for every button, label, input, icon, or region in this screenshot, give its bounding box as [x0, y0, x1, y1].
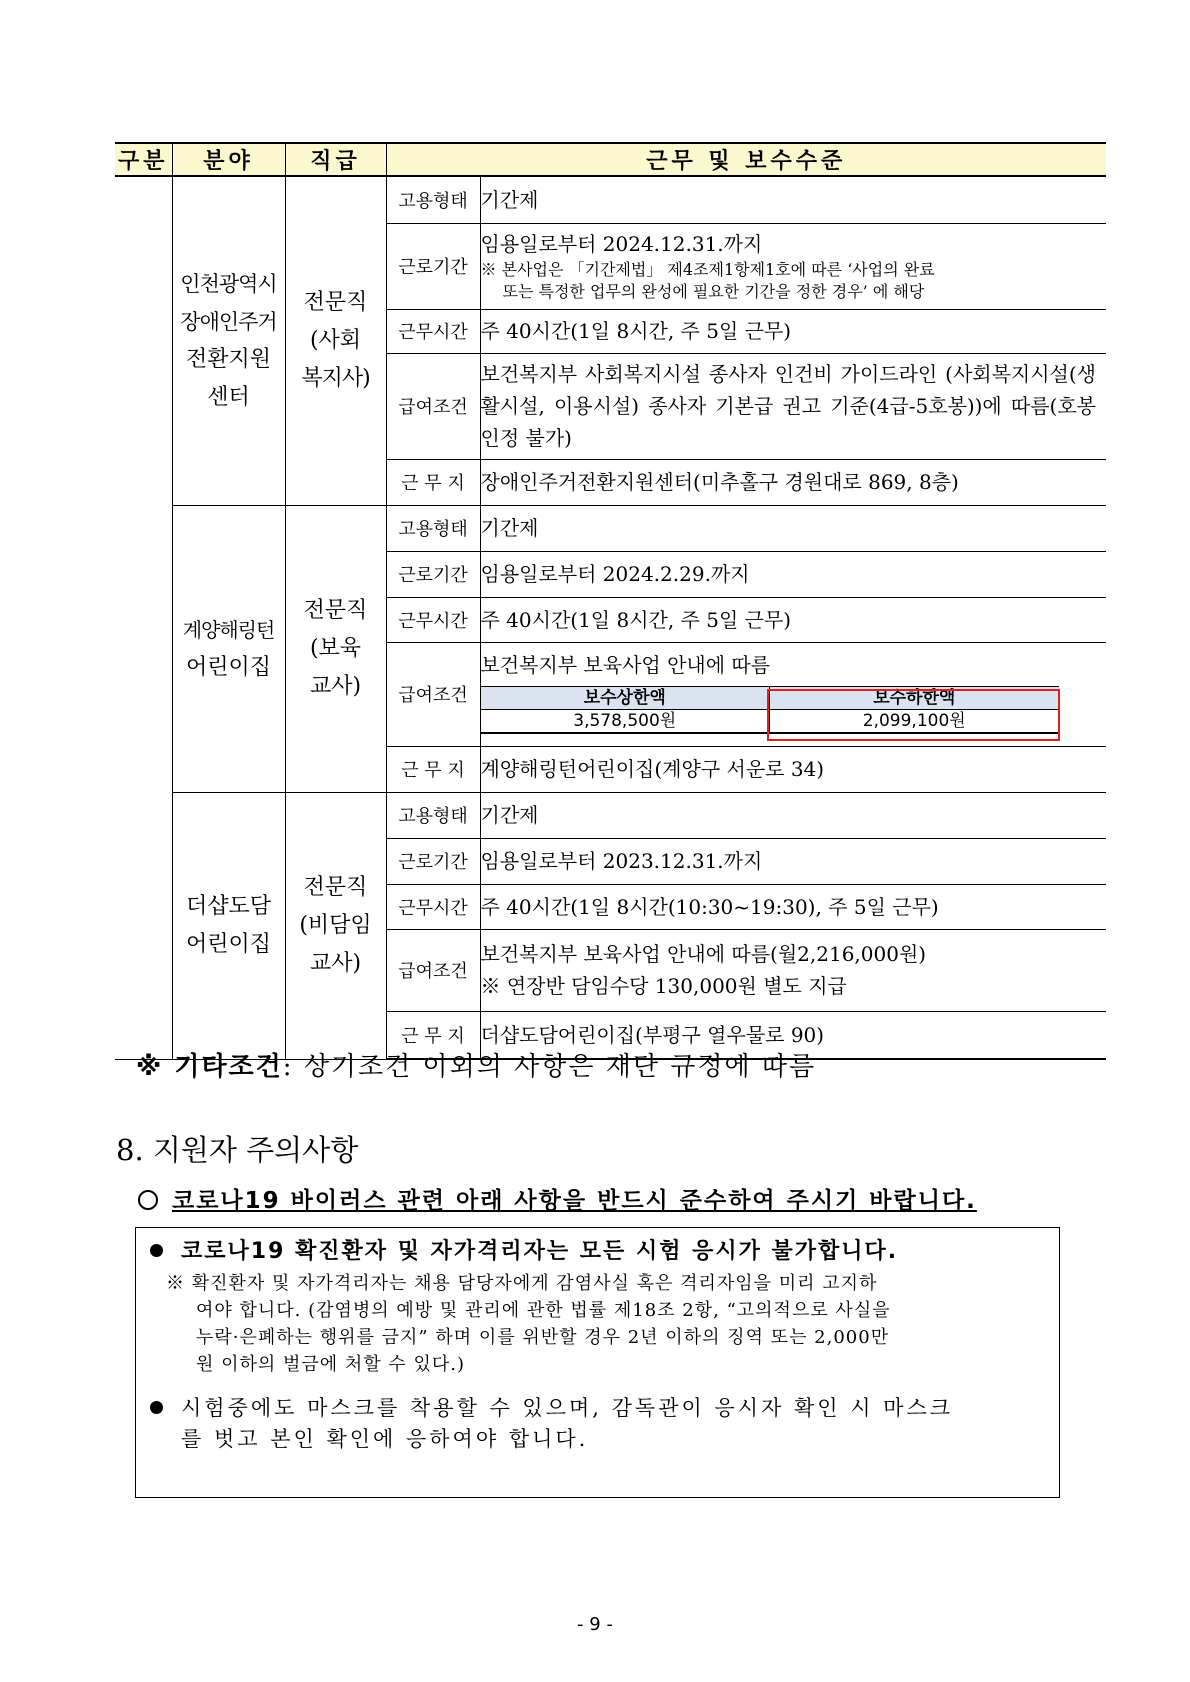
row-label: 급여조건 [386, 929, 480, 1011]
salary-lower-label: 보수하한액 [770, 687, 1059, 710]
pos-line: (비담임 [299, 912, 372, 938]
position-cell [285, 176, 386, 505]
other-conditions-text: : 상기조건 이외의 사항은 재단 규정에 따름 [282, 1052, 817, 1082]
row-value: 계양해링턴어린이집(계양구 서운로 34) [480, 746, 1106, 792]
note-line: ※ 확진환자 및 자가격리자는 채용 담당자에게 감염사실 혹은 격리자임을 미리 고지하 [166, 1273, 878, 1294]
note-line: 누락·은폐하는 행위를 금지” 하며 이를 위반할 경우 2년 이하의 징역 또는 2,000만 [196, 1327, 890, 1348]
row-value: 기간제 [480, 176, 1106, 223]
covid-rule-1-text: 코로나19 확진환자 및 자가격리자는 모든 시험 응시가 불가합니다. [181, 1239, 899, 1264]
page-number: - 9 - [577, 1614, 613, 1635]
row-label: 고용형태 [386, 792, 480, 838]
row-value [480, 929, 1106, 1011]
covid-notice-text: 코로나19 바이러스 관련 아래 사항을 반드시 준수하여 주시기 바랍니다. [172, 1188, 977, 1214]
salary-note: ※ 연장반 담임수당 130,000원 별도 지급 [480, 974, 847, 998]
row-value: 임용일로부터 2024.2.29.까지 [480, 551, 1106, 597]
period-text: 임용일로부터 2024.12.31.까지 [480, 232, 763, 256]
row-label: 근 무 지 [386, 1011, 480, 1059]
org-cell [172, 505, 285, 792]
category-cell [115, 176, 172, 1059]
org-line: 계양해링턴 [182, 617, 275, 642]
other-conditions-mark: ※ 기타조건 [136, 1052, 283, 1082]
row-label: 근무시간 [386, 884, 480, 929]
row-value: 주 40시간(1일 8시간(10:30~19:30), 주 5일 근무) [480, 884, 1106, 929]
row-label: 근로기간 [386, 551, 480, 597]
covid-rules-box [135, 1227, 1060, 1498]
position-cell [285, 505, 386, 792]
row-label: 급여조건 [386, 353, 480, 459]
row-label: 근 무 지 [386, 459, 480, 505]
row-value: 주 40시간(1일 8시간, 주 5일 근무) [480, 309, 1106, 353]
table-row [115, 792, 1106, 838]
bullet-dot-icon [150, 1401, 163, 1414]
row-label: 근 무 지 [386, 746, 480, 792]
row-value: 주 40시간(1일 8시간, 주 5일 근무) [480, 597, 1106, 642]
row-value: 더샵도담어린이집(부평구 열우물로 90) [480, 1011, 1106, 1059]
org-line: 어린이집 [185, 931, 271, 957]
row-value: 기간제 [480, 505, 1106, 551]
table-header-row [115, 143, 1106, 176]
pos-line: 전문직 [303, 289, 368, 315]
org-line: 전환지원 [185, 346, 271, 372]
salary-text: 보건복지부 보육사업 안내에 따름 [480, 653, 771, 677]
org-line: 센터 [207, 384, 250, 410]
period-note-1: ※ 본사업은 「기간제법」 제4조제1항제1호에 따른 ‘사업의 완료 [480, 260, 935, 279]
pos-line: 교사) [309, 950, 362, 976]
bullet-dot-icon [150, 1244, 163, 1257]
salary-lower-value: 2,099,100원 [770, 710, 1059, 734]
header-conditions: 근무 및 보수수준 [386, 143, 1106, 176]
covid-rule-2-line: 를 벗고 본인 확인에 응하여야 합니다. [181, 1427, 589, 1451]
pos-line: 전문직 [303, 874, 368, 900]
row-label: 고용형태 [386, 176, 480, 223]
row-value: 장애인주거전환지원센터(미추홀구 경원대로 869, 8층) [480, 459, 1106, 505]
highlight-box [767, 689, 1060, 741]
covid-notice [138, 1182, 977, 1215]
section-title: 8. 지원자 주의사항 [116, 1133, 359, 1167]
row-label: 근무시간 [386, 309, 480, 353]
row-value [480, 223, 1106, 309]
table-row [115, 176, 1106, 223]
row-label: 근로기간 [386, 223, 480, 309]
row-value: 임용일로부터 2023.12.31.까지 [480, 838, 1106, 884]
org-line: 더샵도담 [185, 893, 271, 919]
row-label: 고용형태 [386, 505, 480, 551]
covid-rule-note [166, 1270, 1046, 1378]
org-line: 어린이집 [185, 654, 271, 680]
pos-line: 복지사) [301, 365, 370, 391]
other-conditions [136, 1046, 816, 1083]
row-value: 기간제 [480, 792, 1106, 838]
pos-line: 전문직 [303, 597, 368, 623]
row-value: 보건복지부 사회복지시설 종사자 인건비 가이드라인 (사회복지시설(생활시설, 이용시설) 종사자 기본급 권고 기준(4급-5호봉))에 따름(호봉 인정 불가) [480, 353, 1106, 459]
row-label: 근무시간 [386, 597, 480, 642]
covid-rule-2-line: 시험중에도 마스크를 착용할 수 있으며, 감독관이 응시자 확인 시 마스크 [181, 1396, 954, 1420]
salary-text: 보건복지부 보육사업 안내에 따름(월2,216,000원) [480, 942, 927, 966]
pos-line: (사회 [309, 327, 362, 353]
org-line: 인천광역시 [180, 271, 277, 296]
org-line: 장애인주거 [180, 309, 277, 334]
header-position: 직급 [285, 143, 386, 176]
header-field: 분야 [172, 143, 285, 176]
pos-line: (보육 [309, 635, 362, 661]
covid-rule-1 [150, 1234, 898, 1265]
circle-bullet-icon [138, 1190, 158, 1210]
covid-rule-2 [150, 1393, 1050, 1455]
row-label: 급여조건 [386, 642, 480, 746]
note-line: 원 이하의 벌금에 처할 수 있다.) [196, 1354, 466, 1375]
position-cell [285, 792, 386, 1059]
org-cell [172, 792, 285, 1059]
salary-upper-label: 보수상한액 [481, 687, 770, 710]
job-conditions-table [115, 142, 1106, 1060]
row-value [480, 642, 1106, 746]
row-label: 근로기간 [386, 838, 480, 884]
org-cell [172, 176, 285, 505]
table-row [115, 505, 1106, 551]
header-category: 구분 [115, 143, 172, 176]
salary-upper-value: 3,578,500원 [481, 710, 770, 734]
pos-line: 교사) [309, 673, 362, 699]
period-note-2: 또는 특정한 업무의 완성에 필요한 기간을 정한 경우’ 에 해당 [502, 282, 925, 301]
note-line: 여야 합니다. (감염병의 예방 및 관리에 관한 법률 제18조 2항, “고의적으로 사실을 [196, 1300, 891, 1321]
